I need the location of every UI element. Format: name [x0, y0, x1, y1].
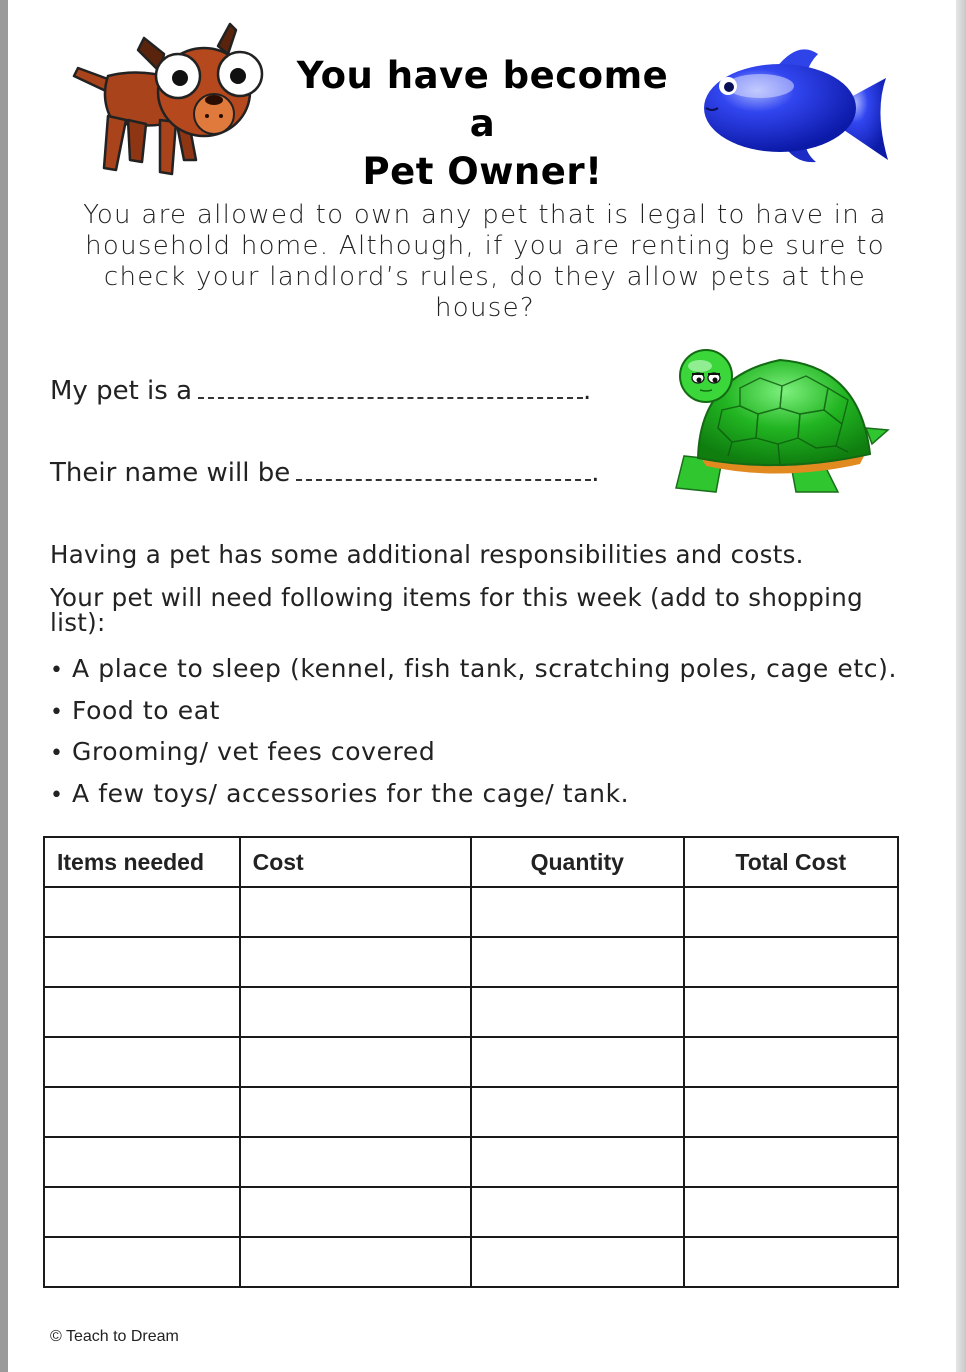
header-cost: Cost [240, 837, 471, 887]
table-cell[interactable] [471, 987, 684, 1037]
pet-name-line: Their name will be . [50, 458, 600, 488]
table-cell[interactable] [44, 1237, 240, 1287]
table-row [44, 1187, 898, 1237]
table-cell[interactable] [240, 1137, 471, 1187]
table-cell[interactable] [471, 937, 684, 987]
dog-icon [68, 20, 268, 180]
list-item [50, 692, 930, 734]
pet-type-label: My pet is a [50, 376, 193, 406]
table-cell[interactable] [684, 887, 898, 937]
table-cell[interactable] [240, 1087, 471, 1137]
copyright-notice: © Teach to Dream [50, 1328, 179, 1345]
bullet-icon: • [50, 658, 64, 683]
table-cell[interactable] [240, 937, 471, 987]
title-line-2: Pet Owner! [362, 150, 603, 193]
table-cell[interactable] [684, 1037, 898, 1087]
shopping-list [50, 650, 930, 816]
table-row [44, 1137, 898, 1187]
table-cell[interactable] [471, 1137, 684, 1187]
table-cell[interactable] [471, 887, 684, 937]
list-item-text: A few toys/ accessories for the cage/ tank. [72, 778, 630, 808]
table-cell[interactable] [684, 1137, 898, 1187]
responsibilities-line-2: Your pet will need following items for this week (add to shopping list): [50, 583, 863, 637]
pet-name-blank[interactable] [296, 461, 591, 481]
shopping-table [43, 836, 899, 1288]
table-cell[interactable] [44, 1137, 240, 1187]
table-row [44, 1237, 898, 1287]
intro-paragraph: You are allowed to own any pet that is legal to have in a household home. Although, if you are renting be sure to check your landlord’s rules, do they allow pets at the house? [83, 200, 887, 323]
table-row [44, 987, 898, 1037]
table-header-row [44, 837, 898, 887]
table-cell[interactable] [44, 1187, 240, 1237]
table-cell[interactable] [471, 1187, 684, 1237]
list-item [50, 775, 930, 817]
table-cell[interactable] [684, 1087, 898, 1137]
table-cell[interactable] [684, 1187, 898, 1237]
bullet-icon: • [50, 699, 64, 725]
table-cell[interactable] [240, 987, 471, 1037]
table-cell[interactable] [44, 1087, 240, 1137]
table-cell[interactable] [240, 1187, 471, 1237]
page-edge-right [956, 0, 966, 1372]
responsibilities-line-1: Having a pet has some additional responsibilities and costs. [50, 540, 804, 569]
table-row [44, 1087, 898, 1137]
header-total-cost: Total Cost [684, 837, 898, 887]
list-item-text: Food to eat [72, 695, 221, 725]
pet-name-label: Their name will be [50, 458, 291, 488]
pet-type-blank[interactable] [198, 379, 583, 399]
list-item-text: A place to sleep (kennel, fish tank, scratching poles, cage etc). [72, 654, 898, 683]
table-cell[interactable] [44, 887, 240, 937]
list-item [50, 733, 930, 775]
table-cell[interactable] [44, 937, 240, 987]
list-item [50, 650, 930, 692]
table-cell[interactable] [684, 1237, 898, 1287]
table-row [44, 887, 898, 937]
table-cell[interactable] [684, 987, 898, 1037]
table-row [44, 937, 898, 987]
table-cell[interactable] [471, 1037, 684, 1087]
list-item-text: Grooming/ vet fees covered [72, 737, 436, 766]
header-items-needed: Items needed [44, 837, 240, 887]
fish-icon [698, 42, 893, 177]
title-line-1: You have become a [296, 54, 669, 145]
page-edge-left [0, 0, 8, 1372]
table-cell[interactable] [240, 1037, 471, 1087]
table-cell[interactable] [44, 987, 240, 1037]
table-cell[interactable] [471, 1087, 684, 1137]
pet-type-line: My pet is a . [50, 376, 592, 406]
page-title [290, 52, 675, 196]
table-cell[interactable] [240, 1237, 471, 1287]
bullet-icon: • [50, 741, 64, 766]
table-row [44, 1037, 898, 1087]
table-cell[interactable] [684, 937, 898, 987]
header-quantity: Quantity [471, 837, 684, 887]
table-cell[interactable] [471, 1237, 684, 1287]
turtle-icon [670, 348, 892, 498]
bullet-icon: • [50, 782, 64, 808]
table-cell[interactable] [240, 887, 471, 937]
table-cell[interactable] [44, 1037, 240, 1087]
